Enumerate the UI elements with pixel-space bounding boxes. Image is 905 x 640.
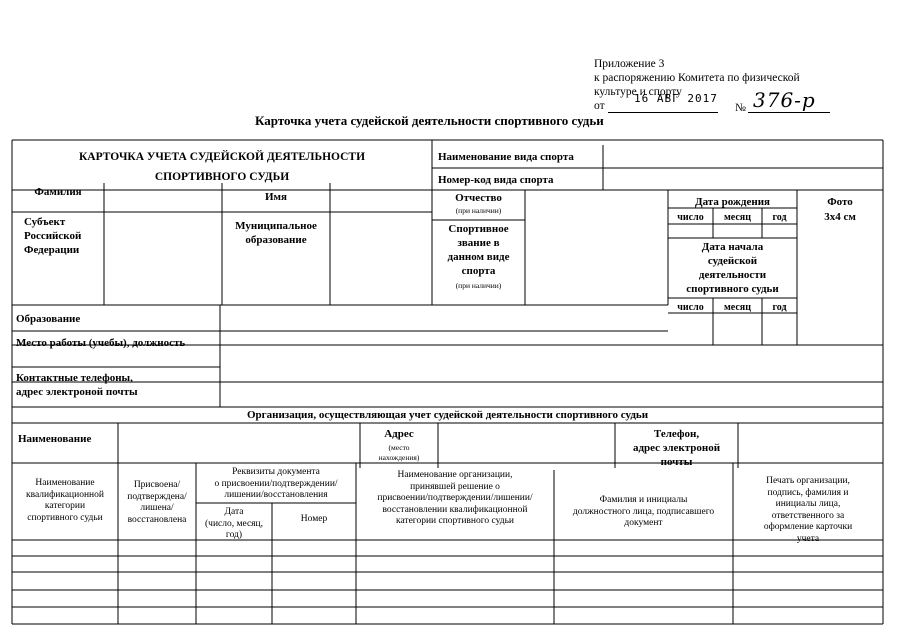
phone-label-line-2: адрес электроной [632,442,721,454]
address-label: Адрес [384,428,414,440]
judge-start-line-3: деятельности [698,269,767,281]
start-year-label: год [772,302,787,313]
card-caption-line-2: СПОРТИВНОГО СУДЬИ [154,171,290,183]
order-number: 376-р [753,88,816,112]
title-label-line-2: звание в [457,237,500,249]
name-label: Имя [265,191,287,203]
photo-label-line-1: Фото [827,196,853,208]
col-category-header: Наименование квалификационной категории спортивного судьи [26,478,104,523]
appendix-label: Приложение 3 [594,58,665,70]
date-stamp: 16 АВГ 2017 [634,92,718,105]
address-note-line-2: нахождения) [378,453,420,462]
col-document-date-header: Дата (число, месяц, год) [205,507,263,540]
patronymic-note: (при наличии) [455,206,502,215]
start-day-label: число [677,302,704,313]
col-document-header: Реквизиты документа о присвоении/подтверждении/ лишении/восстановления [214,467,338,500]
order-line-1: к распоряжению Комитета по физической [594,72,800,84]
birth-year-label: год [772,212,787,223]
col-signer-header: Фамилия и инициалы должностного лица, подписавшего документ [572,495,715,528]
subject-label-line-2: Российской [24,230,82,242]
judge-start-line-2: судейской [707,255,758,267]
title-label-line-1: Спортивное [448,223,509,235]
patronymic-label: Отчество [455,192,502,204]
org-name-label: Наименование [18,433,92,445]
title-note: (при наличии) [455,281,502,290]
order-line-2: культуре и спорту [594,86,682,98]
title-label-line-4: спорта [461,265,496,277]
title-label-line-3: данном виде [447,251,510,263]
photo-label-line-2: 3x4 см [824,211,856,223]
sport-name-label: Наименование вида спорта [438,151,574,163]
subject-label-line-1: Субъект [24,216,66,228]
education-label: Образование [16,313,81,325]
workplace-label: Место работы (учебы), должность [16,337,186,349]
number-label: № [735,102,746,114]
birth-date-label: Дата рождения [695,196,770,208]
birth-month-label: месяц [724,212,751,223]
col-status-header: Присвоена/ подтверждена/ лишена/ восстановлена [127,480,187,525]
from-label: от [594,100,605,112]
phone-label-line-1: Телефон, [653,428,700,440]
municipality-label-line-1: Муниципальное [235,220,317,232]
address-note-line-1: (место [388,443,410,452]
col-stamp-header: Печать организации, подпись, фамилия и инициалы лица, ответственного за оформление карточки учета [763,476,853,544]
judge-start-line-1: Дата начала [701,241,764,253]
start-month-label: месяц [724,302,751,313]
contacts-label-line-2: адрес электроной почты [16,386,138,398]
card-caption-line-1: КАРТОЧКА УЧЕТА СУДЕЙСКОЙ ДЕЯТЕЛЬНОСТИ [78,151,366,163]
judge-start-line-4: спортивного судьи [686,283,779,295]
org-section-title: Организация, осуществляющая учет судейской деятельности спортивного судьи [246,409,649,421]
col-organization-header: Наименование организации, принявшей решение о присвоении/подтверждении/лишении/ восстановлении квалификационной категории спортивного судьи [377,470,533,526]
col-document-number-header: Номер [300,514,328,524]
municipality-label-line-2: образование [245,234,307,246]
sport-code-label: Номер-код вида спорта [438,174,554,186]
document-title: Карточка учета судейской деятельности спортивного судьи [255,113,604,128]
subject-label-line-3: Федерации [24,244,80,256]
surname-label: Фамилия [34,186,82,198]
contacts-label-line-1: Контактные телефоны, [16,372,133,384]
phone-label-line-3: почты [660,456,693,468]
birth-day-label: число [677,212,704,223]
